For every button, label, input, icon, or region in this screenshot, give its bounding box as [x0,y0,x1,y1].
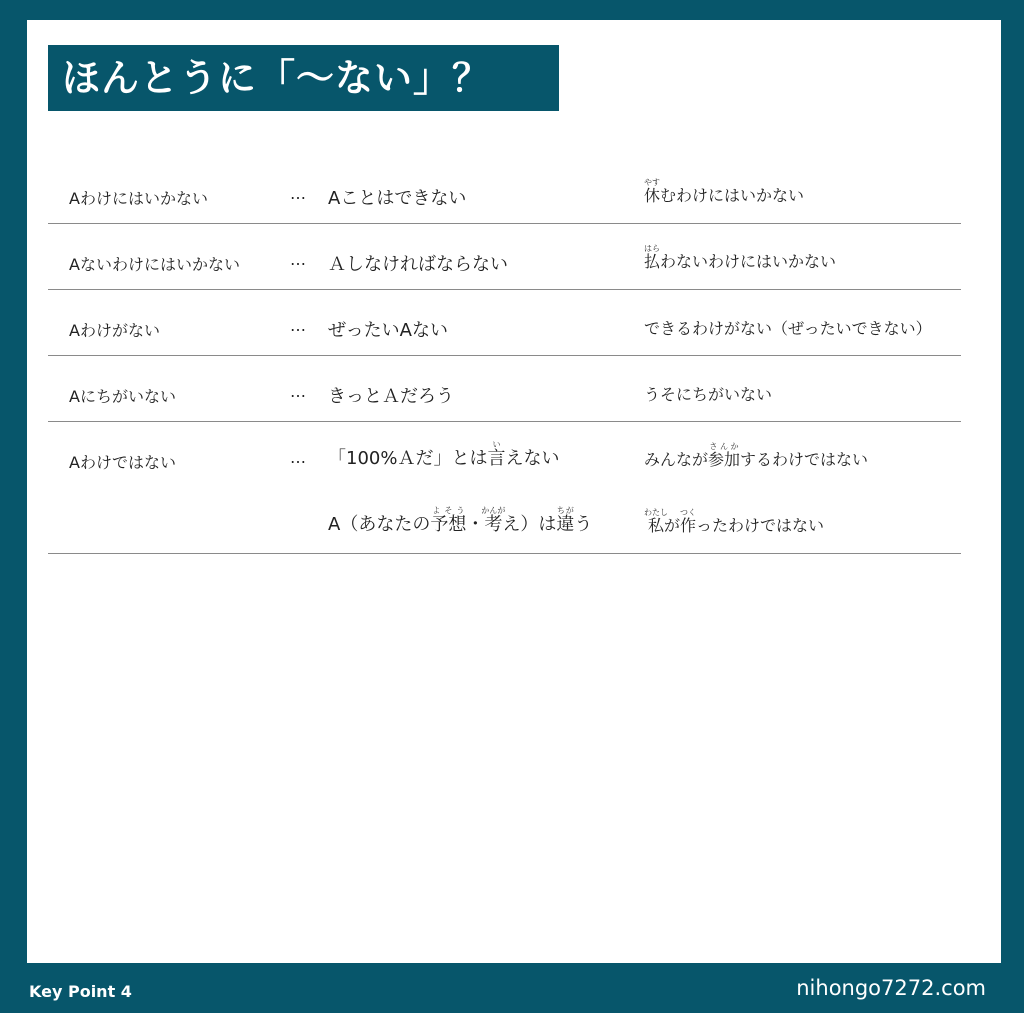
grammar-pattern: Aわけがない [69,321,160,340]
table-row [48,356,961,422]
grammar-example: できるわけがない（ぜったいできない） [644,319,932,338]
site-url: nihongo7272.com [796,976,986,1000]
grammar-example: うそにちがいない [644,385,773,404]
grammar-meaning-secondary: A（あなたの予想よそう・考かんがえ）は違ちがう [328,506,593,535]
ellipsis: … [290,250,306,269]
grammar-meaning: ぜったいAない [328,320,448,341]
grammar-pattern: Aわけではない [69,453,176,472]
page-title: ほんとうに「〜ない」？ [62,56,492,100]
title-banner [48,45,559,111]
ellipsis: … [290,316,306,335]
table-row [48,158,961,224]
key-point-label: Key Point 4 [29,982,132,1001]
ellipsis: … [290,382,306,401]
grammar-meaning: Ａしなければならない [328,254,508,275]
grammar-meaning: きっとＡだろう [328,386,454,407]
grammar-pattern: Aにちがいない [69,387,176,406]
ellipsis: … [290,448,306,467]
table-row [48,290,961,356]
grammar-meaning: 「100%Ａだ」とは言いえない [328,440,560,469]
grammar-example: みんなが参加さんかするわけではない [644,442,869,469]
grammar-example-secondary: 私わたしが作つくったわけではない [644,508,825,535]
grammar-pattern: Aわけにはいかない [69,189,208,208]
grammar-meaning: Aことはできない [328,188,467,209]
table-row [48,422,961,554]
grammar-pattern: Aないわけにはいかない [69,255,240,274]
grammar-table [48,158,961,554]
table-row [48,224,961,290]
grammar-example: 休やすむわけにはいかない [644,178,805,205]
ellipsis: … [290,184,306,203]
content-card [27,20,1001,963]
grammar-example: 払はらわないわけにはいかない [644,244,837,271]
